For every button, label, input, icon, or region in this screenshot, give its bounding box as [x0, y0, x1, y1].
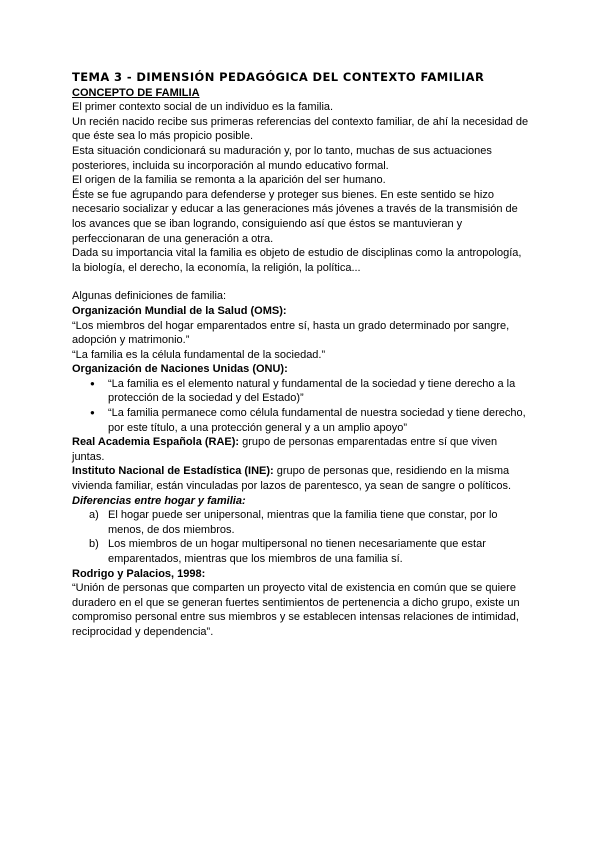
- section-heading-concepto: CONCEPTO DE FAMILIA: [72, 86, 200, 99]
- intro-paragraph: El origen de la familia se remonta a la aparición del ser humano.: [72, 174, 386, 187]
- list-marker: b): [89, 538, 99, 551]
- document-page: [72, 70, 532, 640]
- onu-heading: Organización de Naciones Unidas (ONU):: [72, 363, 288, 376]
- ine-definition: [72, 464, 532, 493]
- differences-item: [72, 537, 532, 566]
- intro-paragraph: Éste se fue agrupando para defenderse y proteger sus bienes. En este sentido se hizo necesario socializar y educar a las generaciones más jóvenes a través de la transmisión de los avances que se iban logrando, consiguiendo así que éstos se mantuvieran y perfeccionaran de una generación a otra.: [72, 188, 518, 245]
- ine-heading: Instituto Nacional de Estadística (INE):: [72, 465, 274, 478]
- rae-definition: [72, 435, 532, 464]
- onu-bullet-item: ● “La familia permanece como célula fundamental de nuestra sociedad y tiene derecho, por este título, a una protección general y a un amplio apoyo”: [72, 406, 532, 435]
- differences-text: Los miembros de un hogar multipersonal no tienen necesariamente que estar emparentados, mientras que los miembros de una familia sí.: [108, 538, 486, 565]
- differences-item: [72, 508, 532, 537]
- differences-heading: Diferencias entre hogar y familia:: [72, 494, 246, 507]
- definitions-intro: Algunas definiciones de familia:: [72, 290, 227, 303]
- document-title: TEMA 3 - DIMENSIÓN PEDAGÓGICA DEL CONTEXTO FAMILIAR: [72, 70, 485, 84]
- ine-text: grupo de personas que, residiendo en la misma vivienda familiar, están vinculadas por lazos de parentesco, ya sean de sangre o políticos.: [72, 465, 512, 493]
- intro-paragraph: Un recién nacido recibe sus primeras referencias del contexto familiar, de ahí la necesidad de que éste sea lo más propicio posible.: [72, 115, 529, 143]
- intro-paragraph: El primer contexto social de un individuo es la familia.: [72, 101, 334, 114]
- intro-paragraph: Dada su importancia vital la familia es objeto de estudio de disciplinas como la antropología, la biología, el derecho, la economía, la religión, la política...: [72, 247, 522, 274]
- rae-heading: Real Academia Española (RAE):: [72, 436, 240, 449]
- oms-heading: Organización Mundial de la Salud (OMS):: [72, 304, 287, 317]
- blank-line: [72, 275, 532, 289]
- differences-list: [72, 508, 532, 566]
- intro-paragraph: Esta situación condicionará su maduración y, por lo tanto, muchas de sus actuaciones posteriores, incluida su incorporación al mundo educativo formal.: [72, 144, 492, 172]
- rodrigo-heading: Rodrigo y Palacios, 1998:: [72, 567, 206, 580]
- onu-bullet-list: [72, 377, 532, 435]
- rae-text: grupo de personas emparentadas entre sí que viven juntas.: [72, 436, 498, 463]
- list-marker: a): [89, 509, 99, 522]
- oms-quote: “La familia es la célula fundamental de la sociedad.”: [72, 348, 326, 361]
- onu-bullet-item: ● “La familia es el elemento natural y fundamental de la sociedad y tiene derecho a la protección de la sociedad y del Estado)”: [72, 377, 532, 406]
- oms-quote: “Los miembros del hogar emparentados entre sí, hasta un grado determinado por sangre, adopción y matrimonio.”: [72, 319, 510, 347]
- differences-text: El hogar puede ser unipersonal, mientras que la familia tiene que constar, por lo menos, de dos miembros.: [108, 509, 498, 536]
- rodrigo-quote: “Unión de personas que comparten un proyecto vital de existencia en común que se quiere duradero en el que se generan fuertes sentimientos de pertenencia a dicho grupo, existe un compromiso personal entre sus miembros y se establecen intensas relaciones de intimidad, reciprocidad y dependencia”.: [72, 582, 520, 638]
